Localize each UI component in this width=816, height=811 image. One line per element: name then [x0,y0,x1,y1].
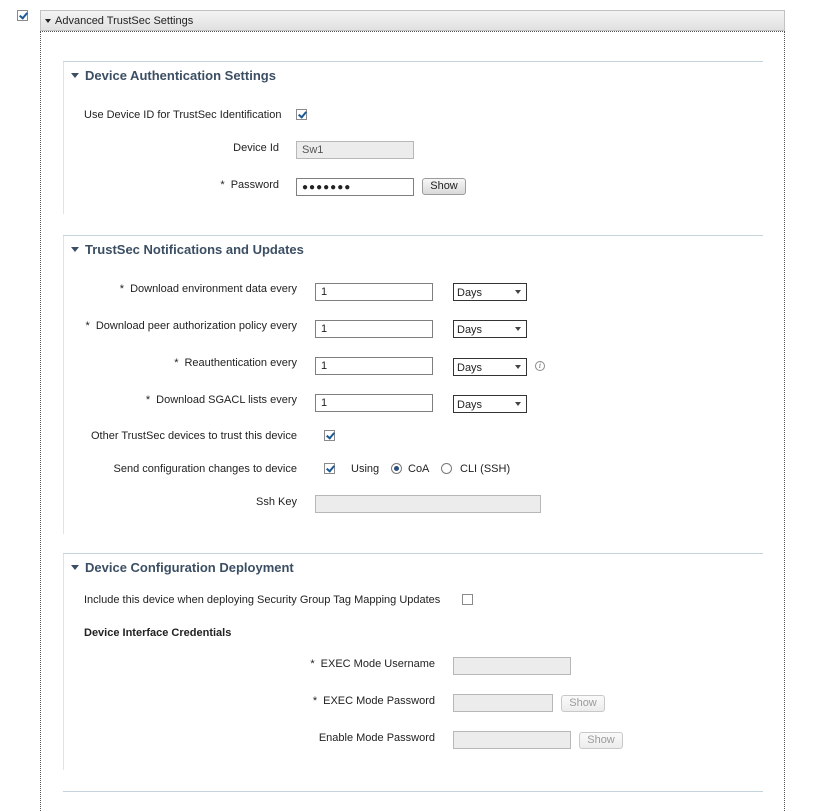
enable-password-field[interactable] [453,731,571,749]
device-id-label [233,142,279,154]
device-auth-section-title: Device Authentication Settings [85,68,276,83]
show-password-button[interactable]: Show [422,178,466,195]
download-env-unit-value: Days [457,287,483,299]
section-border [63,236,64,534]
section-border [63,62,64,214]
trust-device-checkbox[interactable] [324,430,335,441]
send-config-label: Send configuration changes to device [113,463,297,475]
enable-password-label: Enable Mode Password [318,732,435,744]
deployment-section-title: Device Configuration Deployment [85,560,294,575]
send-config-checkbox[interactable] [324,463,335,474]
advanced-trustsec-title: Advanced TrustSec Settings [55,15,194,27]
ssh-key-label: Ssh Key [256,496,297,508]
download-peer-policy-input[interactable]: 1 [315,320,433,338]
download-peer-policy-label [86,320,297,332]
use-device-id-label: Use Device ID for TrustSec Identification [84,109,282,121]
download-peer-policy-label-text: Download peer authorization policy every [95,320,297,332]
section-divider [63,553,763,554]
download-env-label [120,283,297,295]
download-env-unit-select[interactable] [453,283,527,301]
section-collapse-icon[interactable] [71,565,79,570]
reauthentication-unit-select[interactable] [453,358,527,376]
device-id-field[interactable]: Sw1 [296,141,414,159]
advanced-trustsec-checkbox[interactable] [17,10,28,21]
required-marker: * [145,394,151,406]
download-sgacl-input[interactable]: 1 [315,394,433,412]
advanced-trustsec-header[interactable] [40,10,785,31]
include-device-checkbox[interactable] [462,594,473,605]
exec-password-label-text: EXEC Mode Password [323,695,435,707]
info-icon[interactable]: i [535,361,545,371]
reauthentication-input[interactable]: 1 [315,357,433,375]
device-id-label-text: Device Id [233,142,279,154]
using-label: Using [351,463,380,475]
coa-label: CoA [408,463,430,475]
ssh-key-field[interactable] [315,495,541,513]
required-marker: * [310,658,315,670]
notifications-section-title: TrustSec Notifications and Updates [85,242,304,257]
credentials-title: Device Interface Credentials [84,627,232,639]
download-peer-policy-unit-value: Days [457,324,483,336]
cli-ssh-label: CLI (SSH) [460,463,511,475]
download-peer-policy-unit-select[interactable] [453,320,527,338]
exec-password-label [313,695,435,707]
download-sgacl-unit-value: Days [457,399,483,411]
reauthentication-label [174,357,297,369]
section-border [63,554,64,770]
download-sgacl-label-text: Download SGACL lists every [156,394,297,406]
show-exec-password-button[interactable]: Show [561,695,605,712]
download-env-input[interactable]: 1 [315,283,433,301]
show-enable-password-button[interactable]: Show [579,732,623,749]
exec-username-field[interactable] [453,657,571,675]
exec-password-field[interactable] [453,694,553,712]
coa-radio[interactable] [391,463,402,474]
exec-username-label-text: EXEC Mode Username [320,658,435,670]
include-device-label: Include this device when deploying Security Group Tag Mapping Updates [84,594,441,606]
required-marker: * [220,179,225,191]
download-sgacl-unit-select[interactable] [453,395,527,413]
exec-username-label [310,658,435,670]
reauthentication-label-text: Reauthentication every [184,357,297,369]
section-divider [63,61,763,62]
required-marker: * [119,283,125,295]
section-collapse-icon[interactable] [71,73,79,78]
required-marker: * [174,357,179,369]
password-label-text: Password [230,179,279,191]
download-sgacl-label [146,394,297,406]
password-label [220,179,279,191]
section-divider [63,235,763,236]
section-collapse-icon[interactable] [71,247,79,252]
required-marker: * [85,320,90,332]
dropdown-arrow-icon [515,402,521,406]
dropdown-arrow-icon [515,290,521,294]
reauthentication-unit-value: Days [457,362,483,374]
download-env-label-text: Download environment data every [130,283,297,295]
trust-device-label: Other TrustSec devices to trust this device [90,430,297,442]
dropdown-arrow-icon [515,327,521,331]
use-device-id-checkbox[interactable] [296,109,307,120]
required-marker: * [312,695,318,707]
dropdown-arrow-icon [515,365,521,369]
collapse-triangle-icon[interactable] [45,19,51,23]
section-divider [63,791,763,792]
cli-ssh-radio[interactable] [441,463,452,474]
password-field[interactable]: ●●●●●●● [296,178,414,196]
